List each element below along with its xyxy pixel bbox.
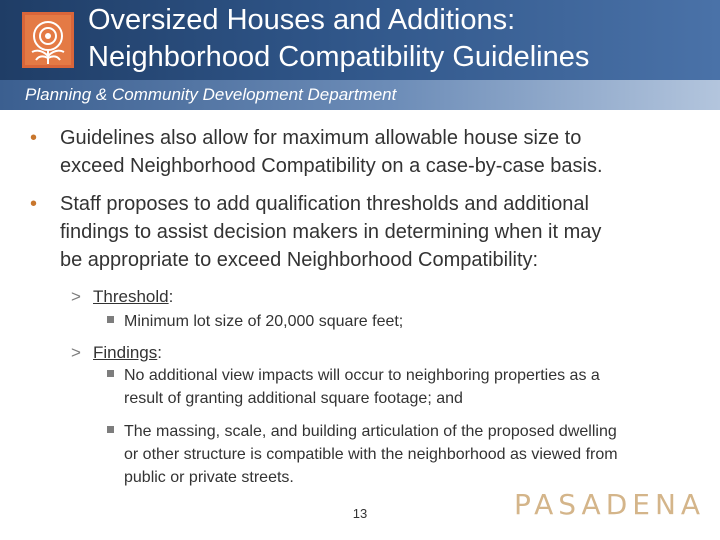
pasadena-logo: PASADENA bbox=[514, 488, 706, 521]
slide-title bbox=[88, 2, 708, 76]
slide-title-line: Oversized Houses and Additions: bbox=[88, 4, 516, 36]
bullet-dot-icon: • bbox=[30, 127, 38, 149]
threshold-item-text: Minimum lot size of 20,000 square feet; bbox=[124, 313, 404, 330]
threshold-label: Threshold bbox=[93, 287, 169, 306]
bullet-item bbox=[30, 124, 715, 180]
department-name: Planning & Community Development Department bbox=[25, 85, 397, 104]
findings-label: Findings bbox=[93, 343, 158, 362]
findings-item-text: The massing, scale, and building articulation of the proposed dwelling bbox=[124, 423, 617, 440]
findings-item bbox=[124, 420, 714, 489]
bullet-text-line: be appropriate to exceed Neighborhood Compatibility: bbox=[60, 249, 539, 271]
department-bar bbox=[0, 80, 720, 110]
slide-title-line: Neighborhood Compatibility Guidelines bbox=[88, 41, 590, 73]
square-bullet-icon bbox=[107, 316, 114, 323]
threshold-subheading bbox=[71, 286, 693, 308]
findings-item bbox=[124, 364, 714, 410]
bullet-text-line: Guidelines also allow for maximum allowable house size to bbox=[60, 127, 582, 149]
slide-header bbox=[0, 0, 720, 80]
findings-colon: : bbox=[157, 343, 162, 362]
square-bullet-icon bbox=[107, 370, 114, 377]
arrow-bullet-icon: > bbox=[71, 287, 81, 306]
findings-item-text: or other structure is compatible with the neighborhood as viewed from bbox=[124, 446, 618, 463]
bullet-item bbox=[30, 190, 715, 274]
page-number: 13 bbox=[352, 506, 368, 521]
rose-logo-icon bbox=[22, 12, 74, 68]
square-bullet-icon bbox=[107, 426, 114, 433]
bullet-text-line: exceed Neighborhood Compatibility on a case-by-case basis. bbox=[60, 155, 603, 177]
threshold-colon: : bbox=[168, 287, 174, 306]
arrow-bullet-icon: > bbox=[71, 343, 81, 362]
bullet-text-line: findings to assist decision makers in determining when it may bbox=[60, 221, 602, 243]
findings-item-text: public or private streets. bbox=[124, 469, 294, 486]
findings-item-text: No additional view impacts will occur to neighboring properties as a bbox=[124, 367, 600, 384]
findings-subheading bbox=[71, 342, 693, 364]
threshold-item bbox=[124, 310, 714, 333]
findings-item-text: result of granting additional square footage; and bbox=[124, 390, 463, 407]
bullet-dot-icon: • bbox=[30, 193, 38, 215]
bullet-text-line: Staff proposes to add qualification thresholds and additional bbox=[60, 193, 589, 215]
